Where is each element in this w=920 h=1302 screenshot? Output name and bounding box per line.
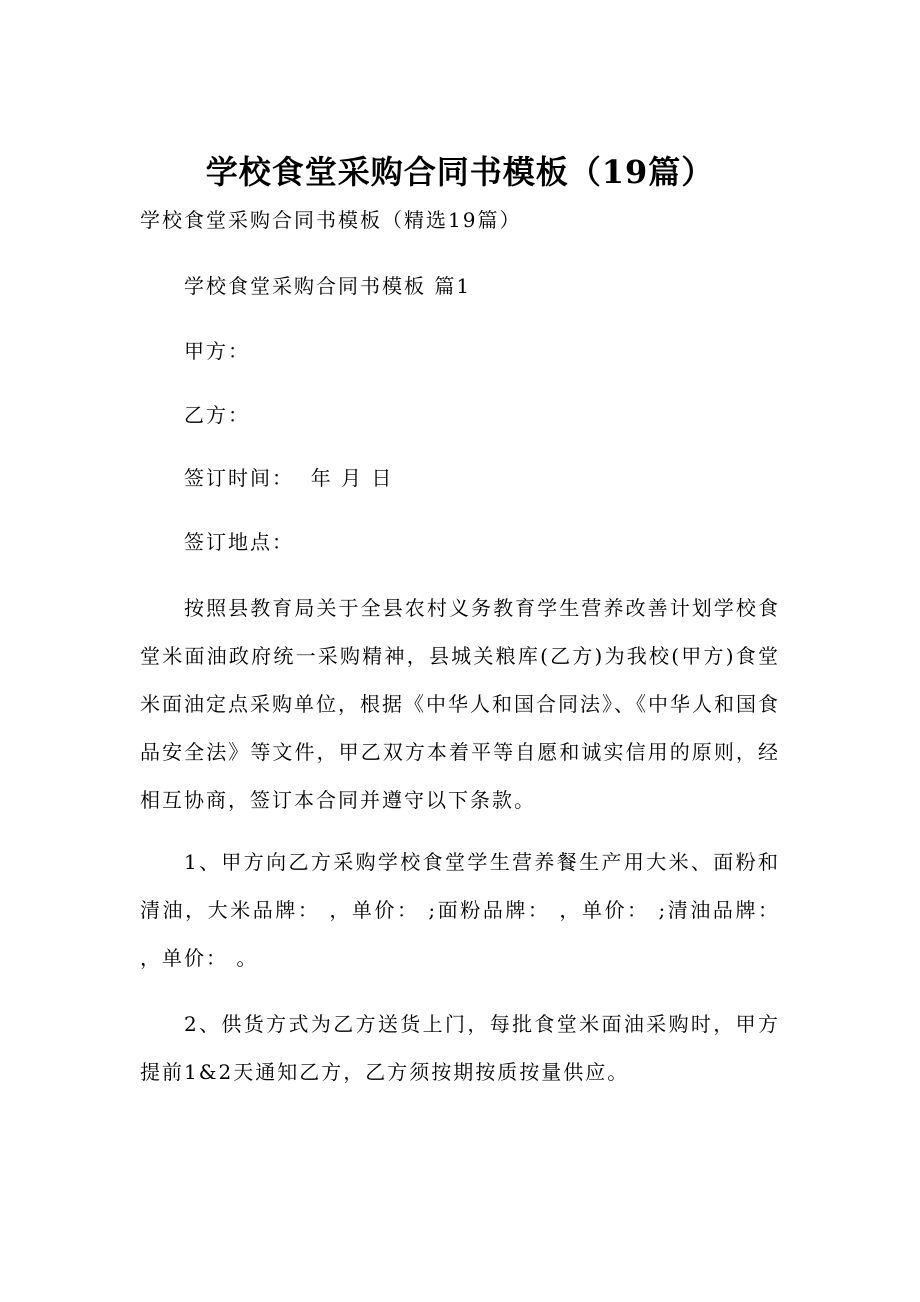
intro-paragraph: 按照县教育局关于全县农村义务教育学生营养改善计划学校食堂米面油政府统一采购精神，县城关粮库(乙方)为我校(甲方)食堂米面油定点采购单位，根据《中华人和国合同法》、《中华人和国食品安全法》等文件，甲乙双方本着平等自愿和诚实信用的原则，经相互协商，签订本合同并遵守以下条款。	[140, 596, 780, 812]
sign-place-label: 签订地点：	[184, 530, 294, 554]
party-b-label: 乙方：	[184, 403, 250, 427]
document-title: 学校食堂采购合同书模板（19篇）	[205, 153, 715, 191]
sign-time-label: 签订时间： 年 月 日	[184, 466, 394, 490]
clause-1-paragraph: 1、甲方向乙方采购学校食堂学生营养餐生产用大米、面粉和清油，大米品牌： ，单价： ;面粉品牌： ，单价： ;清油品牌： ，单价： 。	[140, 850, 780, 970]
section-heading: 学校食堂采购合同书模板 篇1	[184, 274, 472, 298]
clause-2-paragraph: 2、供货方式为乙方送货上门，每批食堂米面油采购时，甲方提前1&2天通知乙方，乙方须按期按质按量供应。	[140, 1012, 780, 1084]
party-a-label: 甲方：	[184, 339, 250, 363]
document-subtitle: 学校食堂采购合同书模板（精选19篇）	[140, 208, 522, 232]
